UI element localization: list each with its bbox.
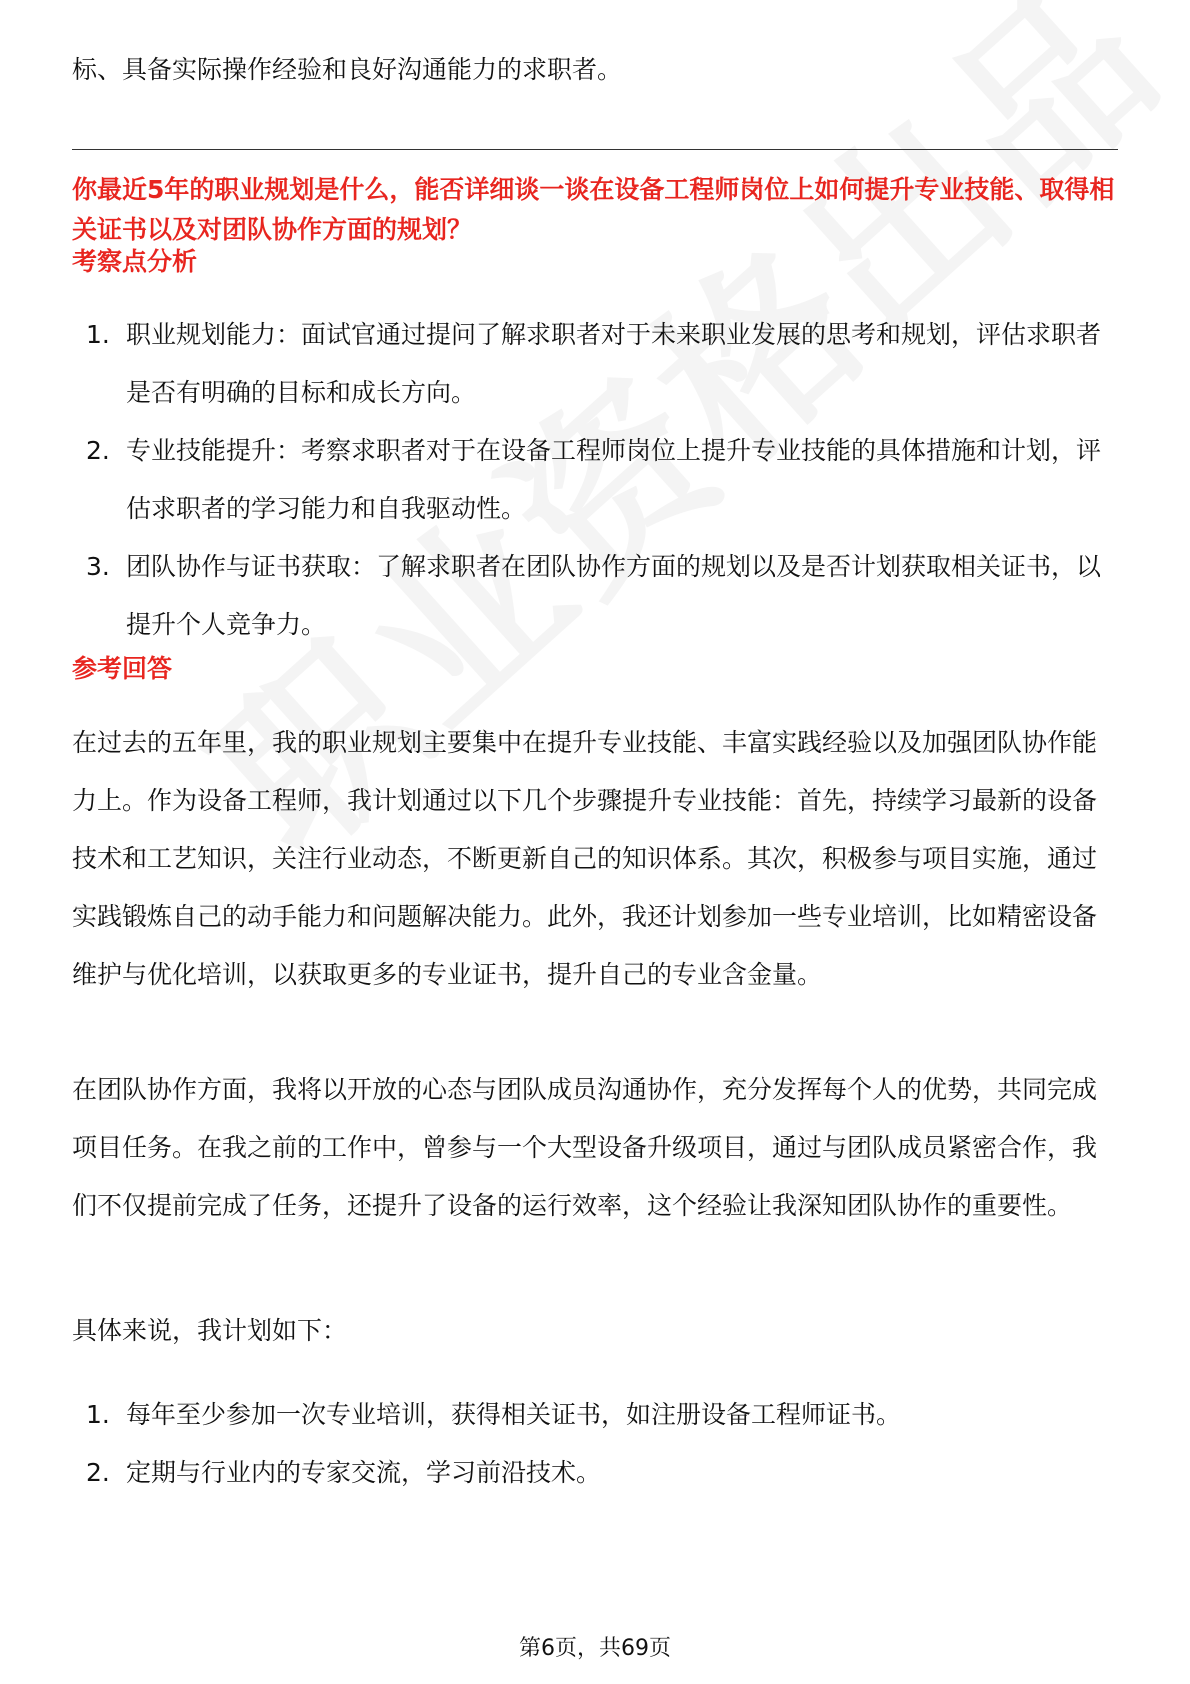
list-text: 定期与行业内的专家交流，学习前沿技术。 [126, 1458, 602, 1487]
analysis-list [72, 306, 1118, 654]
page-footer: 第6页，共69页 [519, 1636, 671, 1661]
list-number: 2. [86, 1458, 110, 1487]
list-text: 专业技能提升：考察求职者对于在设备工程师岗位上提升专业技能的具体措施和计划，评估求职者的学习能力和自我驱动性。 [126, 436, 1102, 523]
list-text: 团队协作与证书获取：了解求职者在团队协作方面的规划以及是否计划获取相关证书，以提升个人竞争力。 [126, 552, 1102, 639]
list-text: 职业规划能力：面试官通过提问了解求职者对于未来职业发展的思考和规划，评估求职者是否有明确的目标和成长方向。 [126, 320, 1102, 407]
list-item [72, 1444, 1118, 1502]
section-divider [72, 149, 1118, 150]
list-number: 1. [86, 320, 110, 349]
list-number: 3. [86, 552, 110, 581]
list-item [72, 1386, 1118, 1444]
list-item [72, 538, 1118, 654]
answer-paragraph: 在过去的五年里，我的职业规划主要集中在提升专业技能、丰富实践经验以及加强团队协作能力上。作为设备工程师，我计划通过以下几个步骤提升专业技能：首先，持续学习最新的设备技术和工艺知识，关注行业动态，不断更新自己的知识体系。其次，积极参与项目实施，通过实践锻炼自己的动手能力和问题解决能力。此外，我还计划参加一些专业培训，比如精密设备维护与优化培训，以获取更多的专业证书，提升自己的专业含金量。 [72, 728, 1098, 989]
analysis-heading: 考察点分析 [72, 247, 198, 276]
answer-paragraph: 具体来说，我计划如下： [72, 1316, 348, 1345]
list-number: 1. [86, 1400, 110, 1429]
answer-heading: 参考回答 [72, 654, 173, 683]
interview-question: 你最近5年的职业规划是什么，能否详细谈一谈在设备工程师岗位上如何提升专业技能、取得相关证书以及对团队协作方面的规划？ [72, 175, 1115, 244]
intro-text: 标、具备实际操作经验和良好沟通能力的求职者。 [72, 55, 623, 84]
plan-list [72, 1386, 1118, 1502]
list-text: 每年至少参加一次专业培训，获得相关证书，如注册设备工程师证书。 [126, 1400, 902, 1429]
list-number: 2. [86, 436, 110, 465]
list-item [72, 422, 1118, 538]
answer-paragraph: 在团队协作方面，我将以开放的心态与团队成员沟通协作，充分发挥每个人的优势，共同完成项目任务。在我之前的工作中，曾参与一个大型设备升级项目，通过与团队成员紧密合作，我们不仅提前完成了任务，还提升了设备的运行效率，这个经验让我深知团队协作的重要性。 [72, 1075, 1098, 1220]
list-item [72, 306, 1118, 422]
